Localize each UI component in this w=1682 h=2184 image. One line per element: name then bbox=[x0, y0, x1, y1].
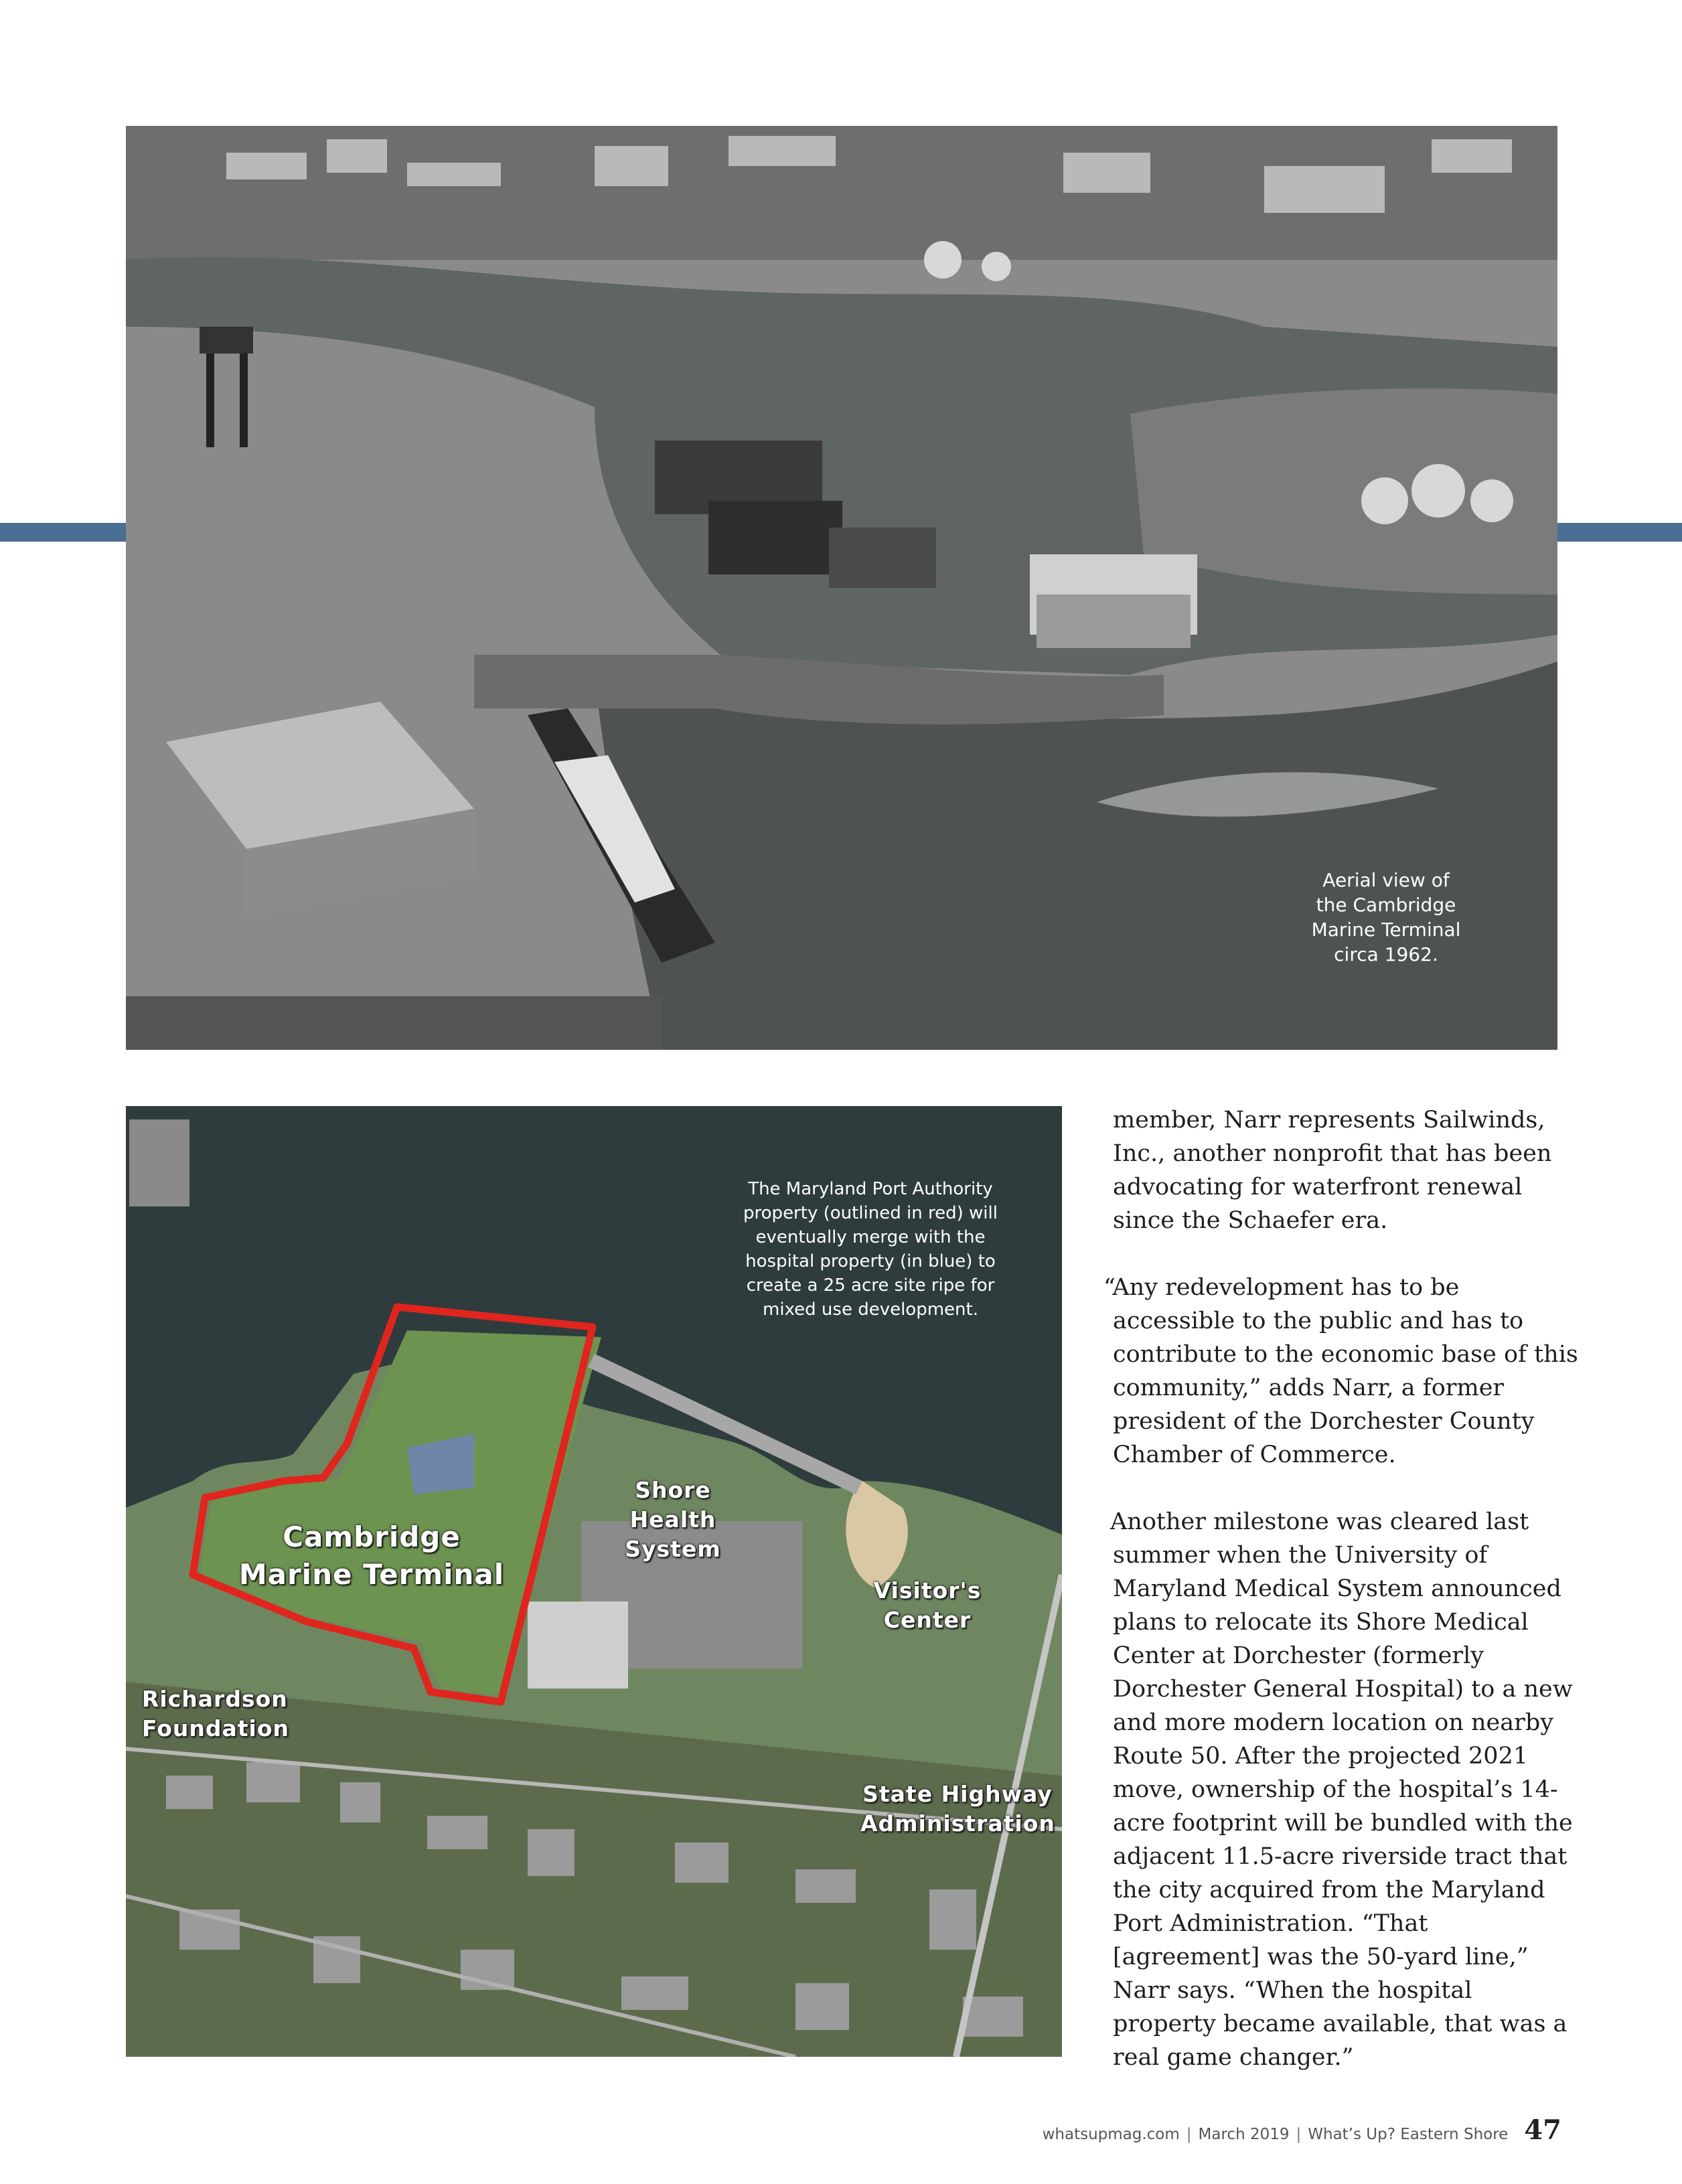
footer-publication: What’s Up? Eastern Shore bbox=[1308, 2126, 1509, 2143]
page-number: 47 bbox=[1524, 2114, 1561, 2146]
page-footer bbox=[1043, 2114, 1561, 2146]
article-paragraph: Another milestone was cleared last summer when the University of Maryland Medical System announced plans to relocate its Shore Medical Center at Dorchester (formerly Dorchester General Hospital) to a new and more modern location on nearby Route 50. After the projected 2021 move, ownership of the hospital’s 14-acre footprint will be bundled with the adjacent 11.5-acre riverside tract that the city acquired from the Maryland Port Administration. “That [agreement] was the 50-yard line,” Narr says. “When the hospital property became available, that was a real game changer.” bbox=[1110, 1508, 1573, 2071]
accent-bar-right bbox=[1556, 523, 1682, 542]
footer-issue: March 2019 bbox=[1198, 2126, 1290, 2143]
footer-separator: | bbox=[1296, 2126, 1302, 2143]
label-state-highway-administration: State Highway Administration bbox=[860, 1781, 1055, 1837]
article-body bbox=[1103, 1103, 1580, 2108]
article-paragraph: “Any redevelopment has to be accessible to the public and has to contribute to the economic base of this community,” adds Narr, a former president of the Dorchester County Chamber of Commerce. bbox=[1103, 1274, 1578, 1468]
aerial-photo-caption: Aerial view of the Cambridge Marine Terminal circa 1962. bbox=[1311, 869, 1461, 965]
label-shore-health-system: Shore Health System bbox=[625, 1477, 721, 1562]
label-cambridge-marine-terminal: Cambridge Marine Terminal bbox=[238, 1520, 505, 1591]
footer-site: whatsupmag.com bbox=[1042, 2126, 1180, 2143]
footer-separator: | bbox=[1186, 2126, 1192, 2143]
label-visitors-center: Visitor's Center bbox=[873, 1577, 982, 1633]
label-richardson-foundation: Richardson Foundation bbox=[142, 1686, 290, 1741]
map-caption: The Maryland Port Authority property (outlined in red) will eventually merge with the hospital property (in blue) to create a 25 acre site ripe for mixed use development. bbox=[743, 1179, 998, 1320]
accent-bar-left bbox=[0, 523, 127, 542]
article-paragraph: member, Narr represents Sailwinds, Inc., another nonprofit that has been advocating for waterfront renewal since the Schaefer era. bbox=[1113, 1107, 1552, 1234]
